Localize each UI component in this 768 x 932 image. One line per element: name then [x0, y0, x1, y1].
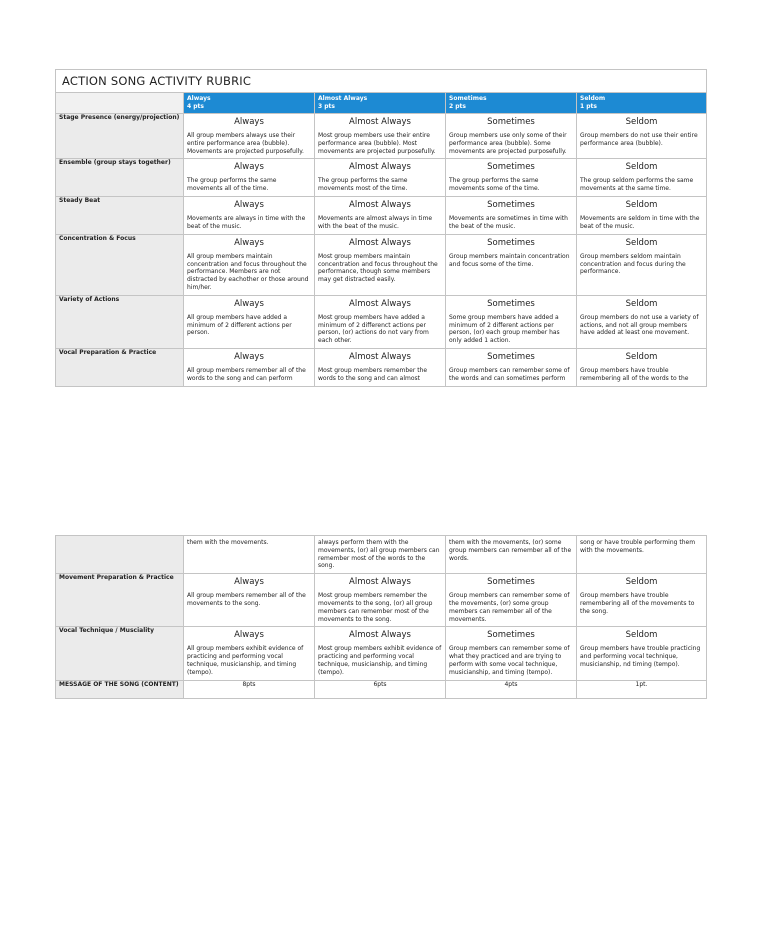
rubric-cell [184, 627, 315, 680]
cell-description: All group members always use their entire performance area (bubble). Movements are projected purposefully. [187, 132, 304, 155]
cell-description: Movements are sometimes in time with the beat of the music. [449, 215, 568, 230]
cell-description: Movements are almost always in time with the beat of the music. [318, 215, 433, 230]
continuation-row [56, 536, 707, 574]
cell-description: Movements are seldom in time with the beat of the music. [580, 215, 700, 230]
rubric-cell [184, 197, 315, 235]
rubric-table-continued [55, 535, 707, 699]
rubric-cell [315, 234, 446, 295]
rubric-cell [315, 295, 446, 348]
cell-description: Most group members maintain concentration and focus throughout the performance, though some members may get distracted easily. [318, 252, 438, 284]
rubric-cell [184, 295, 315, 348]
rubric-cell [577, 574, 707, 627]
rubric-row [56, 114, 707, 159]
cell-description: Group members can remember some of the words and can sometimes perform [449, 367, 570, 382]
criterion-label: Steady Beat [56, 197, 184, 235]
points-cell: 1pt. [577, 680, 707, 698]
header-level-name: Always [187, 95, 211, 102]
rubric-row [56, 348, 707, 386]
rubric-cell [577, 234, 707, 295]
rubric-row [56, 197, 707, 235]
rubric-cell [446, 627, 577, 680]
level-label: Seldom [625, 200, 658, 211]
level-label: Always [234, 298, 264, 309]
rubric-row [56, 574, 707, 627]
level-label: Always [234, 351, 264, 362]
level-label: Almost Always [349, 577, 411, 588]
header-cell [446, 93, 577, 114]
level-label: Always [234, 630, 264, 641]
points-cell: 4pts [446, 680, 577, 698]
rubric-table [55, 69, 707, 387]
rubric-cell [315, 574, 446, 627]
level-label: Seldom [625, 630, 658, 641]
continuation-cell: always perform them with the movements, (or) all group members can remember most of the words to the song. [315, 536, 446, 574]
cell-description: All group members remember all of the words to the song and can perform [187, 367, 306, 382]
rubric-cell [577, 627, 707, 680]
cell-description: All group members exhibit evidence of practicing and performing vocal technique, musicianship, and timing (tempo). [187, 645, 304, 676]
rubric-cell [315, 159, 446, 197]
points-cell: 6pts [315, 680, 446, 698]
criterion-label: Ensemble (group stays together) [56, 159, 184, 197]
header-cell [184, 93, 315, 114]
rubric-cell [315, 114, 446, 159]
level-label: Sometimes [487, 237, 535, 248]
cell-description: Most group members use their entire performance area (bubble). Most movements are projected purposefully. [318, 132, 436, 155]
rubric-cell [577, 295, 707, 348]
rubric-cell [315, 627, 446, 680]
points-cell: 8pts [184, 680, 315, 698]
rubric-cell [446, 234, 577, 295]
cell-description: Group members maintain concentration and focus some of the time. [449, 252, 570, 268]
rubric-title: ACTION SONG ACTIVITY RUBRIC [56, 70, 707, 93]
rubric-cell [577, 197, 707, 235]
level-label: Almost Always [349, 298, 411, 309]
cell-description: Most group members exhibit evidence of practicing and performing vocal technique, musicianship, and timing (tempo). [318, 645, 442, 676]
level-label: Almost Always [349, 117, 411, 127]
level-label: Almost Always [349, 351, 411, 362]
level-label: Seldom [625, 237, 658, 248]
rubric-cell [577, 348, 707, 386]
level-label: Always [234, 162, 264, 173]
level-label: Almost Always [349, 237, 411, 248]
message-row [56, 680, 707, 698]
cell-description: All group members remember all of the movements to the song. [187, 592, 306, 608]
rubric-cell [184, 114, 315, 159]
rubric-cell [446, 159, 577, 197]
cell-description: The group seldom performs the same movements at the same time. [580, 177, 694, 193]
criterion-label: Vocal Technique / Musciality [56, 627, 184, 680]
level-label: Seldom [625, 577, 658, 588]
rubric-cell [315, 348, 446, 386]
header-blank [56, 93, 184, 114]
cell-description: Most group members remember the movements to the song, (or) all group members can remember most of the movements to the song. [318, 592, 433, 623]
cell-description: Group members have trouble practicing and performing vocal technique, musicianship, nd timing (tempo). [580, 645, 701, 669]
cell-description: Group members have trouble remembering all of the movements to the song. [580, 592, 695, 615]
header-points: 3 pts [318, 102, 335, 110]
level-label: Always [234, 237, 264, 248]
cell-description: Group members can remember some of the movements, (or) some group members can remember all of the movements. [449, 592, 570, 623]
cell-description: Most group members remember the words to the song and can almost [318, 367, 428, 382]
continuation-cell: them with the movements. [184, 536, 315, 574]
rubric-row [56, 234, 707, 295]
continuation-cell: song or have trouble performing them with the movements. [577, 536, 707, 574]
rubric-row [56, 295, 707, 348]
level-label: Always [234, 577, 264, 588]
level-label: Almost Always [349, 630, 411, 641]
header-points: 4 pts [187, 102, 204, 110]
cell-description: The group performs the same movements some of the time. [449, 177, 540, 193]
cell-description: Group members have trouble remembering all of the words to the [580, 367, 689, 382]
rubric-cell [577, 114, 707, 159]
level-label: Seldom [625, 298, 658, 309]
continuation-blank [56, 536, 184, 574]
level-label: Sometimes [487, 577, 535, 588]
header-cell [577, 93, 707, 114]
level-label: Almost Always [349, 200, 411, 211]
criterion-label: Stage Presence (energy/projection) [56, 114, 184, 159]
rubric-cell [446, 295, 577, 348]
rubric-cell [446, 348, 577, 386]
rubric-cell [184, 234, 315, 295]
level-label: Seldom [625, 117, 658, 127]
level-label: Sometimes [487, 117, 535, 127]
header-points: 2 pts [449, 102, 466, 110]
level-label: Always [234, 117, 264, 127]
criterion-label: MESSAGE OF THE SONG (CONTENT) [56, 680, 184, 698]
level-label: Seldom [625, 351, 658, 362]
criterion-label: Concentration & Focus [56, 234, 184, 295]
cell-description: Most group members have added a minimum of 2 differenct actions per person, (or) actions do not vary from each other. [318, 313, 429, 345]
rubric-cell [446, 114, 577, 159]
header-points: 1 pts [580, 102, 597, 110]
level-label: Sometimes [487, 298, 535, 309]
title-row [56, 70, 707, 93]
level-label: Sometimes [487, 162, 535, 173]
criterion-label: Variety of Actions [56, 295, 184, 348]
cell-description: All group members have added a minimum of 2 different actions per person. [187, 313, 292, 337]
cell-description: Group members do not use their entire performance area (bubble). [580, 132, 698, 147]
rubric-cell [577, 159, 707, 197]
rubric-row [56, 159, 707, 197]
cell-description: Group members can remember some of what they practiced and are trying to perform with some vocal technique, musicianship, and timing (tempo). [449, 645, 570, 676]
level-label: Seldom [625, 162, 658, 173]
cell-description: The group performs the same movements all of the time. [187, 177, 277, 193]
cell-description: Group members use only some of their performance area (bubble). Some movements are projected purposefully. [449, 132, 567, 155]
rubric-cell [315, 197, 446, 235]
cell-description: The group performs the same movements most of the time. [318, 177, 408, 193]
cell-description: Group members seldom maintain concentration and focus during the performance. [580, 252, 686, 276]
rubric-cell [446, 574, 577, 627]
cell-description: Movements are always in time with the beat of the music. [187, 215, 306, 230]
level-label: Sometimes [487, 630, 535, 641]
continuation-cell: them with the movements, (or) some group members can remember all of the words. [446, 536, 577, 574]
header-level-name: Almost Always [318, 95, 368, 102]
criterion-label: Movement Preparation & Practice [56, 574, 184, 627]
rubric-cell [446, 197, 577, 235]
rubric-cell [184, 159, 315, 197]
rubric-row [56, 627, 707, 680]
header-level-name: Seldom [580, 95, 606, 102]
header-row [56, 93, 707, 114]
header-level-name: Sometimes [449, 95, 487, 102]
cell-description: All group members maintain concentration and focus throughout the performance. Members are not distracted by eachother or those around him/her. [187, 252, 309, 291]
rubric-cell [184, 348, 315, 386]
rubric-cell [184, 574, 315, 627]
level-label: Almost Always [349, 162, 411, 173]
level-label: Sometimes [487, 200, 535, 211]
level-label: Sometimes [487, 351, 535, 362]
criterion-label: Vocal Preparation & Practice [56, 348, 184, 386]
cell-description: Group members do not use a variety of actions, and not all group members have added at least one movement. [580, 313, 699, 337]
header-cell [315, 93, 446, 114]
cell-description: Some group members have added a minimum of 2 different actions per person, (or) each group member has only added 1 action. [449, 313, 560, 345]
level-label: Always [234, 200, 264, 211]
